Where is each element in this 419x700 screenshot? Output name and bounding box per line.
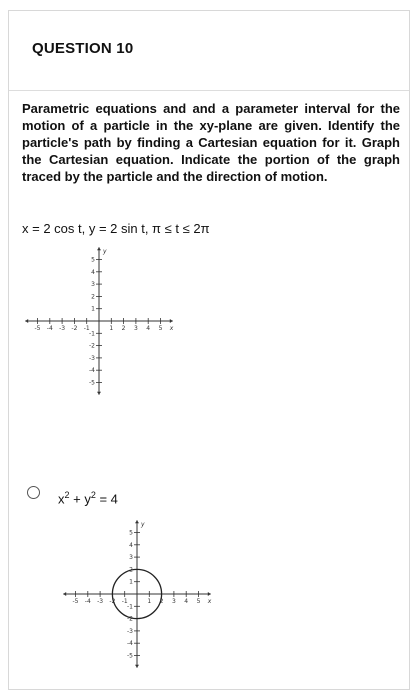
- y-tick-label: 5: [129, 529, 133, 537]
- y-tick-label: 4: [91, 268, 95, 276]
- answer-part-exp1: 2: [64, 490, 70, 500]
- y-axis-arrow-down: [97, 392, 101, 395]
- y-tick-label: -3: [127, 627, 133, 635]
- x-tick-label: -3: [59, 325, 66, 332]
- x-tick-label: -3: [97, 598, 104, 605]
- answer-part-plus-y: + y: [69, 491, 91, 507]
- y-tick-label: -3: [89, 354, 95, 362]
- x-tick-label: -5: [34, 325, 41, 332]
- x-tick-label: 3: [171, 598, 176, 605]
- x-tick-label: 5: [196, 598, 201, 605]
- y-tick-label: 2: [91, 293, 95, 301]
- x-tick-label: 2: [121, 325, 126, 332]
- x-tick-label: -1: [83, 325, 90, 332]
- x-tick-label: 3: [133, 325, 138, 332]
- blank-graph: [20, 240, 180, 400]
- x-axis-arrow-left: [63, 592, 66, 596]
- x-tick-label: 5: [158, 325, 163, 332]
- x-axis-label: x: [169, 325, 174, 332]
- x-tick-label: -4: [46, 325, 53, 332]
- y-tick-label: 1: [129, 578, 133, 586]
- x-tick-label: -4: [84, 598, 91, 605]
- answer-part-equals: = 4: [95, 491, 118, 507]
- y-axis-arrow-up: [135, 520, 139, 523]
- x-tick-label: -5: [72, 598, 79, 605]
- y-tick-label: -5: [127, 652, 133, 660]
- x-axis-arrow-right: [208, 592, 211, 596]
- answer-part-x: x: [58, 491, 65, 507]
- x-tick-label: -2: [109, 598, 116, 605]
- y-axis-arrow-down: [135, 665, 139, 668]
- x-tick-label: 2: [159, 598, 164, 605]
- y-tick-label: -4: [127, 640, 133, 648]
- y-tick-label: 2: [129, 566, 133, 574]
- option-graph: [58, 513, 218, 673]
- question-prompt: Parametric equations and and a parameter interval for the motion of a particle in the xy-plane are given. Identify the particle's path by finding a Cartesian equation for it. Graph the Cartesian equation. Indicate the portion of the graph traced by the particle and the direction of motion.: [22, 101, 400, 184]
- y-axis-label: y: [103, 248, 107, 256]
- x-tick-label: 1: [147, 598, 152, 605]
- y-tick-label: 3: [129, 554, 133, 562]
- answer-part-exp2: 2: [90, 490, 96, 500]
- x-tick-label: 4: [146, 325, 151, 332]
- x-tick-label: -1: [121, 598, 128, 605]
- y-tick-label: -4: [89, 367, 95, 375]
- parametric-equation: x = 2 cos t, y = 2 sin t, π ≤ t ≤ 2π: [22, 221, 210, 236]
- y-tick-label: 5: [91, 256, 95, 264]
- x-axis-arrow-right: [170, 319, 173, 323]
- option-radio-button[interactable]: [27, 486, 40, 499]
- y-tick-label: -2: [89, 342, 95, 350]
- x-axis-arrow-left: [25, 319, 28, 323]
- x-tick-label: -2: [71, 325, 78, 332]
- x-tick-label: 4: [184, 598, 189, 605]
- y-tick-label: -5: [89, 379, 95, 387]
- y-axis-arrow-up: [97, 247, 101, 250]
- y-tick-label: -2: [127, 615, 133, 623]
- y-tick-label: -1: [89, 330, 95, 338]
- x-tick-label: 1: [109, 325, 114, 332]
- y-tick-label: 1: [91, 305, 95, 313]
- y-axis-label: y: [141, 521, 145, 529]
- y-tick-label: -1: [127, 603, 133, 611]
- y-tick-label: 3: [91, 281, 95, 289]
- y-tick-label: 4: [129, 541, 133, 549]
- x-axis-label: x: [207, 598, 212, 605]
- option-answer-label[interactable]: [58, 490, 118, 506]
- question-title: QUESTION 10: [32, 40, 134, 57]
